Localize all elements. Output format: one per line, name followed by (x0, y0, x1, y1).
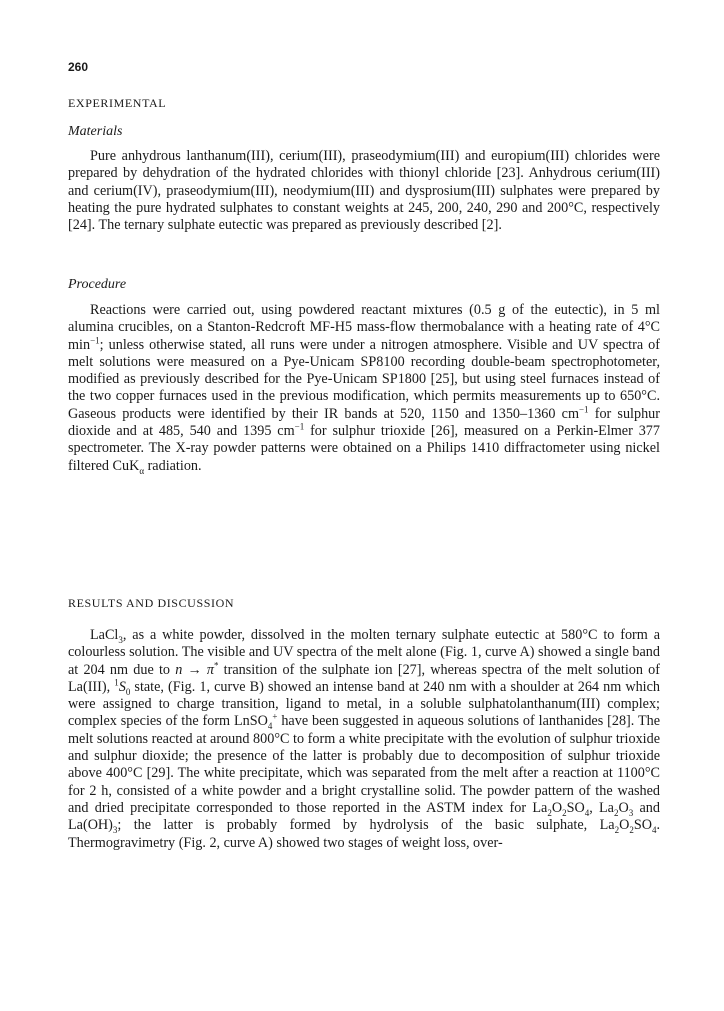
procedure-text: for sulphur dioxide and at 485, 540 and 1395 cm (68, 405, 660, 440)
subscript: 0 (125, 686, 131, 697)
results-text: O (551, 799, 563, 816)
subscript: 3 (628, 807, 634, 818)
superscript: −1 (294, 421, 305, 432)
subscript: 3 (112, 825, 118, 836)
procedure-text: Reactions were carried out, using powdered reactant mixtures (0.5 g of the eutectic), in 5 ml alumina crucibles, on a Stanton-Redcroft MF-H5 mass-flow thermobalance with a heating rate of 4°C min (68, 302, 660, 353)
results-text: have been suggested in aqueous solutions of lanthanides [28]. The melt solutions reacted at around 800°C to form a white precipitate with the evolution of sulphur trioxide and sulphur dioxide; the presence of the latter is probably due to decomposition of sulphur trioxide above 400°C [29]. The white precipitate, which was separated from the melt after a reaction at 1100°C for 2 h, consisted of a white powder and a bright crystalline solid. The powder pattern of the washed and dried precipitate corresponded to those reported in the ASTM index for La (68, 713, 660, 816)
arrow-symbol: → (182, 661, 207, 678)
subscript: 2 (562, 807, 567, 818)
superscript: * (213, 659, 219, 670)
italic-symbol: π (206, 661, 214, 678)
subscript: 4 (584, 807, 590, 818)
results-text: and La(OH) (68, 799, 660, 834)
results-text: . Thermogravimetry (Fig. 2, curve A) showed two stages of weight loss, over- (68, 817, 660, 851)
subscript: 2 (614, 825, 620, 836)
section-heading-experimental: EXPERIMENTAL (68, 96, 167, 110)
results-text: O (619, 817, 630, 834)
italic-symbol: n (175, 661, 183, 678)
superscript: 1 (114, 677, 119, 688)
procedure-text: radiation. (144, 457, 202, 474)
results-text: state, (Fig. 1, curve B) showed an intense band at 240 nm with a shoulder at 264 nm which were assigned to charge transition, ligand to metal, in a soluble sulphatolanthanum(III) complex; complex species of the form LnSO (68, 678, 660, 730)
materials-paragraph (68, 148, 660, 234)
subscript: 4 (267, 721, 273, 732)
italic-symbol: S (118, 678, 126, 695)
section-heading-results: RESULTS AND DISCUSSION (68, 596, 235, 610)
results-text: O (618, 799, 629, 816)
subsection-title-materials: Materials (68, 124, 123, 139)
results-text: ; the latter is probably formed by hydrolysis of the basic sulphate, La (117, 817, 615, 834)
results-text: SO (566, 799, 585, 816)
superscript: + (272, 711, 278, 722)
procedure-paragraph (68, 302, 660, 475)
materials-text: Pure anhydrous lanthanum(III), cerium(III), praseodymium(III) and europium(III) chlorides were prepared by dehydration of the hydrated chlorides with thionyl chloride [23]. Anhydrous cerium(III) and cerium(IV), praseodymium(III), neodymium(III) and dysprosium(III) sulphates were prepared by heating the pure hydrated sulphates to constant weights at 245, 200, 240, 290 and 200°C, respectively [24]. The ternary sulphate eutectic was prepared as previously described [2]. (68, 148, 660, 234)
results-text: LaCl (90, 627, 119, 643)
procedure-text: ; unless otherwise stated, all runs were under a nitrogen atmosphere. Visible and UV spectra of melt solutions were measured on a Pye-Unicam SP8100 recording double-beam spectrophotometer, modified as previously described for the Pye-Unicam SP1800 [25], but using steel furnaces instead of the two copper furnaces used in the previous modification, which permits measurements up to 650°C. Gaseous products were identified by their IR bands at 520, 1150 and 1350–1360 cm (68, 336, 660, 422)
results-text: SO (633, 817, 652, 834)
procedure-text: for sulphur trioxide [26], measured on a Perkin-Elmer 377 spectrometer. The X-ray powder patterns were obtained on a Philips 1410 diffractometer using nickel filtered CuK (68, 423, 660, 474)
subsection-title-procedure: Procedure (68, 277, 127, 292)
results-text: , as a white powder, dissolved in the molten ternary sulphate eutectic at 580°C to form a colourless solution. The visible and UV spectra of the melt alone (Fig. 1, curve A) showed a single band at 204 nm due to (68, 627, 660, 678)
results-text: , La (589, 799, 614, 816)
subscript: 3 (118, 634, 123, 645)
subscript: 2 (547, 807, 552, 818)
subscript: 4 (651, 825, 657, 836)
subscript: 2 (613, 807, 619, 818)
superscript: −1 (578, 404, 589, 415)
results-text: transition of the sulphate ion [27], whereas spectra of the melt solution of La(III), (68, 661, 661, 695)
superscript: −1 (90, 334, 100, 345)
results-paragraph (68, 627, 660, 852)
page-number: 260 (68, 60, 89, 74)
subscript: 2 (629, 825, 634, 836)
subscript: α (139, 465, 145, 476)
